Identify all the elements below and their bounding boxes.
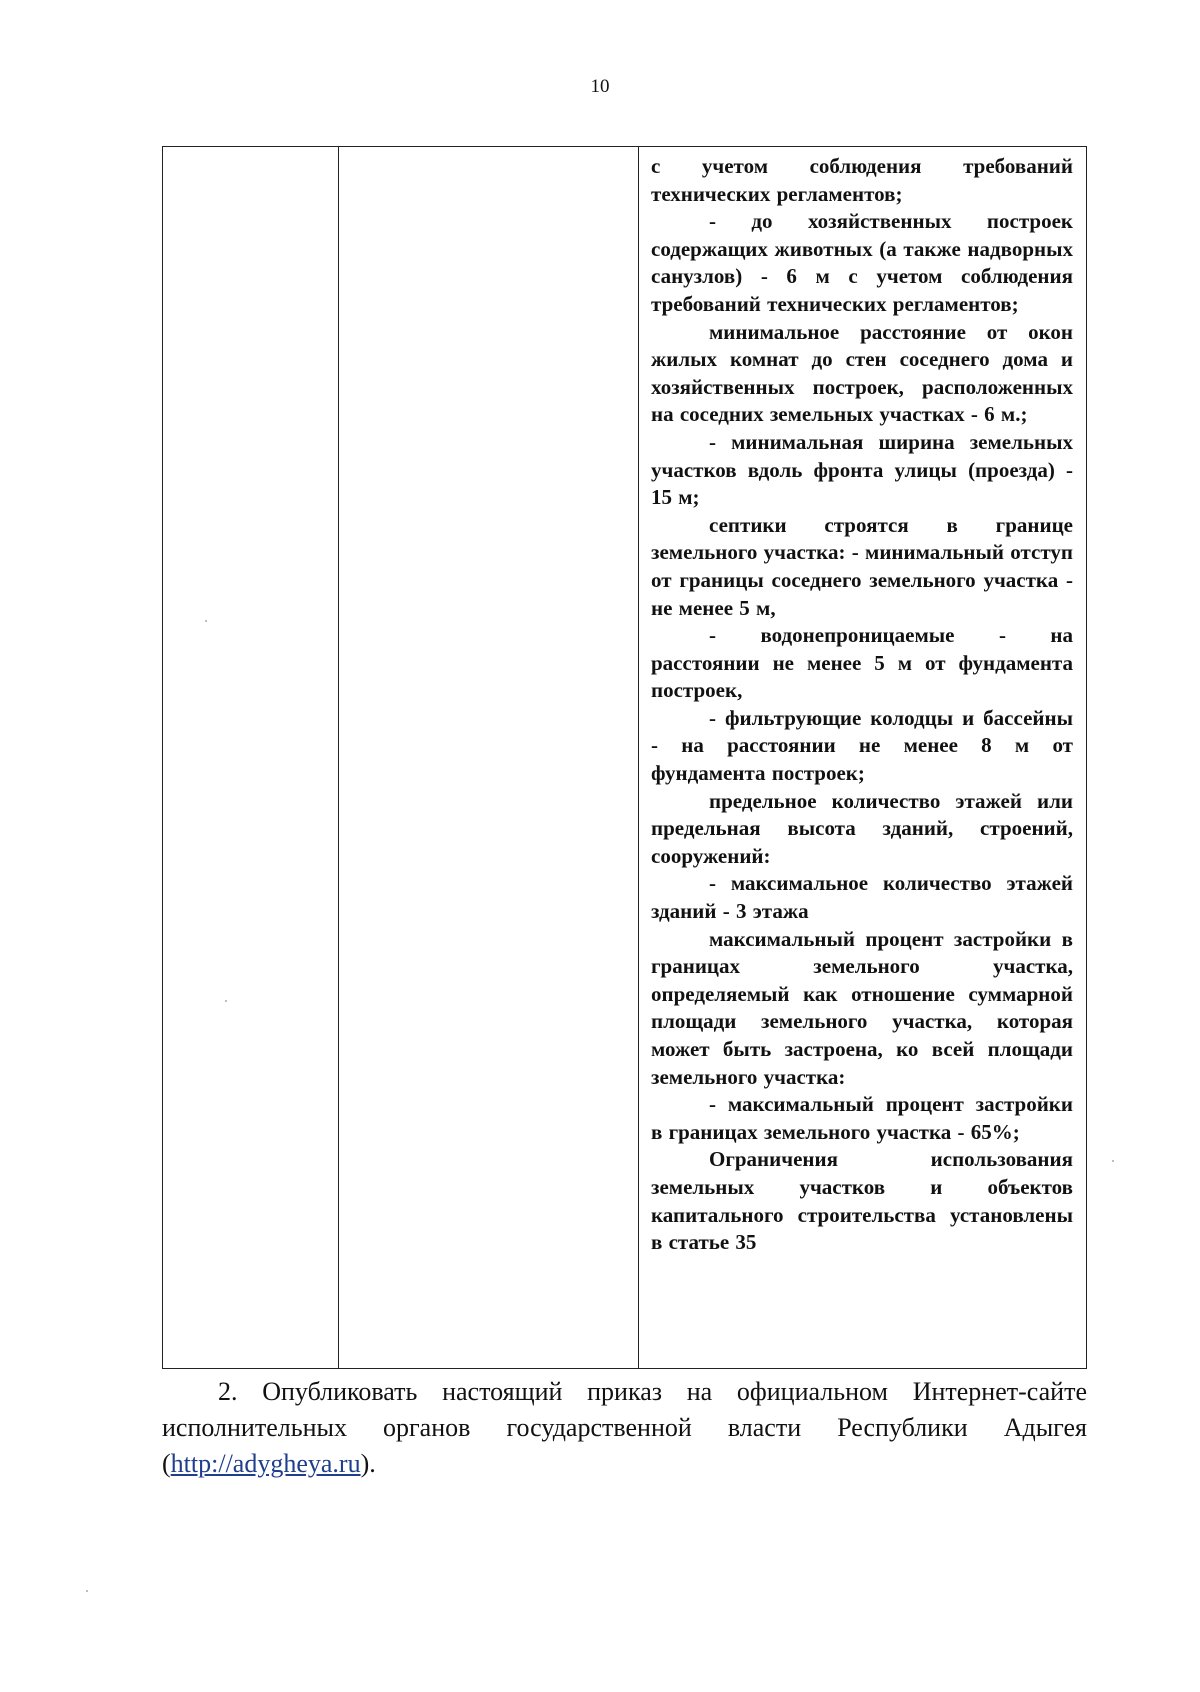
scan-speck xyxy=(1112,1160,1114,1162)
publication-clause-text: 2. Опубликовать настоящий приказ на официальном Интернет-сайте исполнительных органов государственной власти Республики Адыгея ( xyxy=(162,1377,1087,1478)
regulation-paragraph: Ограничения использования земельных участков и объектов капитального строительства установлены в статье 35 xyxy=(651,1147,1073,1255)
table-column-3 xyxy=(639,147,1086,1368)
regulation-table xyxy=(162,146,1087,1369)
scan-speck xyxy=(205,620,207,622)
regulation-paragraph: - максимальное количество этажей зданий - 3 этажа xyxy=(651,871,1073,924)
page-number: 10 xyxy=(590,76,610,97)
regulation-paragraph: - до хозяйственных построек содержащих животных (а также надворных санузлов) - 6 м с учетом соблюдения требований технических регламентов; xyxy=(651,209,1073,316)
regulation-paragraph: с учетом соблюдения требований технических регламентов; xyxy=(651,154,1073,206)
adygheya-website-link[interactable]: http://adygheya.ru xyxy=(170,1449,361,1478)
table-column-1 xyxy=(163,147,339,1368)
table-column-2 xyxy=(339,147,639,1368)
scan-speck xyxy=(225,1000,227,1002)
regulation-paragraph: - фильтрующие колодцы и бассейны - на расстоянии не менее 8 м от фундамента построек; xyxy=(651,705,1073,786)
regulation-paragraph: минимальное расстояние от окон жилых комнат до стен соседнего дома и хозяйственных построек, расположенных на соседних земельных участках - 6 м.; xyxy=(651,319,1073,427)
publication-clause-end: ). xyxy=(360,1449,376,1478)
regulation-paragraph: - минимальная ширина земельных участков вдоль фронта улицы (проезда) - 15 м; xyxy=(651,429,1073,510)
regulation-paragraph: септики строятся в границе земельного участка: - минимальный отступ от границы соседнего земельного участка - не менее 5 м, xyxy=(651,512,1073,620)
scan-speck xyxy=(86,1590,88,1592)
regulation-paragraph: предельное количество этажей или предельная высота зданий, строений, сооружений: xyxy=(651,788,1073,868)
regulation-paragraph: - водонепроницаемые - на расстоянии не менее 5 м от фундамента построек, xyxy=(651,623,1073,703)
regulation-paragraph: - максимальный процент застройки в границах земельного участка - 65%; xyxy=(651,1092,1073,1144)
publication-clause xyxy=(162,1374,1087,1482)
regulation-paragraph: максимальный процент застройки в границах земельного участка, определяемый как отношение суммарной площади земельного участка, которая может быть застроена, ко всей площади земельного участка: xyxy=(651,926,1073,1089)
